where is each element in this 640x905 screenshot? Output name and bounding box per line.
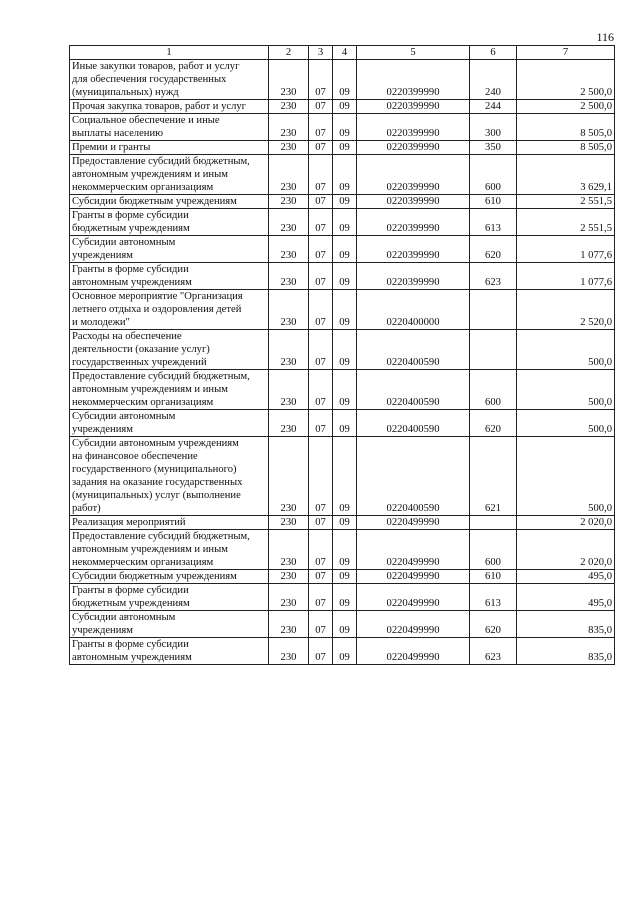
cell-subsection: 09 [333, 114, 357, 141]
cell-expense: 610 [470, 195, 517, 209]
table-row [70, 437, 615, 516]
cell-subsection: 09 [333, 584, 357, 611]
cell-amount: 495,0 [517, 570, 615, 584]
cell-ministry: 230 [269, 263, 309, 290]
cell-subsection: 09 [333, 570, 357, 584]
cell-ministry: 230 [269, 370, 309, 410]
cell-target: 0220400590 [357, 330, 470, 370]
cell-section: 07 [309, 638, 333, 665]
cell-target: 0220399990 [357, 114, 470, 141]
cell-expense: 600 [470, 530, 517, 570]
cell-subsection: 09 [333, 530, 357, 570]
row-name: Премии и гранты [72, 142, 151, 153]
cell-name [70, 584, 269, 611]
table-row [70, 263, 615, 290]
row-name: Реализация мероприятий [72, 517, 186, 528]
cell-amount: 1 077,6 [517, 263, 615, 290]
cell-section: 07 [309, 290, 333, 330]
cell-amount: 2 551,5 [517, 209, 615, 236]
cell-expense: 600 [470, 155, 517, 195]
cell-amount: 500,0 [517, 410, 615, 437]
cell-expense: 620 [470, 410, 517, 437]
cell-ministry: 230 [269, 60, 309, 100]
cell-name [70, 410, 269, 437]
header-col-3: 3 [309, 46, 333, 60]
cell-ministry: 230 [269, 100, 309, 114]
cell-amount: 2 500,0 [517, 100, 615, 114]
cell-section: 07 [309, 570, 333, 584]
row-name: Субсидии автономным учреждениям [72, 612, 176, 636]
table-row [70, 141, 615, 155]
cell-subsection: 09 [333, 263, 357, 290]
row-name: Гранты в форме субсидии бюджетным учреждениям [72, 210, 190, 234]
cell-name [70, 100, 269, 114]
row-name: Предоставление субсидий бюджетным, автономным учреждениям и иным некоммерческим организациям [72, 371, 250, 408]
cell-expense: 620 [470, 611, 517, 638]
cell-target: 0220499990 [357, 516, 470, 530]
cell-name [70, 437, 269, 516]
cell-subsection: 09 [333, 155, 357, 195]
cell-subsection: 09 [333, 100, 357, 114]
table-row [70, 410, 615, 437]
row-name: Гранты в форме субсидии автономным учреждениям [72, 639, 192, 663]
table-row [70, 100, 615, 114]
table-row [70, 370, 615, 410]
cell-target: 0220399990 [357, 195, 470, 209]
cell-name [70, 638, 269, 665]
cell-target: 0220399990 [357, 263, 470, 290]
cell-target: 0220399990 [357, 60, 470, 100]
table-row [70, 584, 615, 611]
cell-section: 07 [309, 141, 333, 155]
cell-section: 07 [309, 530, 333, 570]
table-row [70, 330, 615, 370]
cell-expense: 613 [470, 584, 517, 611]
cell-expense [470, 330, 517, 370]
row-name: Субсидии автономным учреждениям на финансовое обеспечение государственного (муниципального) задания на оказание государственных (муниципальных) услуг (выполнение работ) [72, 438, 243, 514]
cell-name [70, 263, 269, 290]
row-name: Основное мероприятие "Организация летнего отдыха и оздоровления детей и молодежи" [72, 291, 243, 328]
cell-amount: 835,0 [517, 611, 615, 638]
row-name: Гранты в форме субсидии автономным учреждениям [72, 264, 192, 288]
cell-target: 0220499990 [357, 638, 470, 665]
cell-ministry: 230 [269, 410, 309, 437]
cell-section: 07 [309, 236, 333, 263]
cell-ministry: 230 [269, 330, 309, 370]
page-number: 116 [596, 30, 614, 44]
cell-subsection: 09 [333, 209, 357, 236]
cell-amount: 8 505,0 [517, 141, 615, 155]
cell-expense: 300 [470, 114, 517, 141]
cell-name [70, 114, 269, 141]
cell-name [70, 370, 269, 410]
cell-subsection: 09 [333, 290, 357, 330]
cell-section: 07 [309, 611, 333, 638]
row-name: Субсидии бюджетным учреждениям [72, 571, 237, 582]
cell-section: 07 [309, 195, 333, 209]
cell-target: 0220399990 [357, 209, 470, 236]
cell-target: 0220499990 [357, 611, 470, 638]
cell-ministry: 230 [269, 516, 309, 530]
cell-section: 07 [309, 263, 333, 290]
budget-table [69, 45, 615, 665]
cell-section: 07 [309, 516, 333, 530]
table-row [70, 570, 615, 584]
cell-name [70, 290, 269, 330]
cell-expense: 600 [470, 370, 517, 410]
row-name: Предоставление субсидий бюджетным, автономным учреждениям и иным некоммерческим организациям [72, 531, 250, 568]
cell-expense: 240 [470, 60, 517, 100]
cell-subsection: 09 [333, 638, 357, 665]
cell-ministry: 230 [269, 195, 309, 209]
cell-name [70, 195, 269, 209]
cell-expense: 350 [470, 141, 517, 155]
table-row [70, 114, 615, 141]
cell-amount: 500,0 [517, 370, 615, 410]
cell-amount: 2 520,0 [517, 290, 615, 330]
cell-name [70, 236, 269, 263]
cell-name [70, 611, 269, 638]
row-name: Социальное обеспечение и иные выплаты населению [72, 115, 220, 139]
row-name: Расходы на обеспечение деятельности (оказание услуг) государственных учреждений [72, 331, 210, 368]
row-name: Гранты в форме субсидии бюджетным учреждениям [72, 585, 190, 609]
cell-subsection: 09 [333, 141, 357, 155]
cell-target: 0220499990 [357, 570, 470, 584]
cell-name [70, 516, 269, 530]
cell-section: 07 [309, 114, 333, 141]
table-row [70, 638, 615, 665]
cell-ministry: 230 [269, 570, 309, 584]
cell-section: 07 [309, 584, 333, 611]
cell-section: 07 [309, 60, 333, 100]
cell-expense: 623 [470, 638, 517, 665]
cell-name [70, 60, 269, 100]
cell-ministry: 230 [269, 114, 309, 141]
cell-ministry: 230 [269, 155, 309, 195]
cell-ministry: 230 [269, 638, 309, 665]
cell-expense: 613 [470, 209, 517, 236]
cell-target: 0220499990 [357, 530, 470, 570]
row-name: Субсидии автономным учреждениям [72, 411, 176, 435]
cell-subsection: 09 [333, 410, 357, 437]
cell-section: 07 [309, 410, 333, 437]
header-col-1: 1 [70, 46, 269, 60]
cell-target: 0220400590 [357, 437, 470, 516]
cell-subsection: 09 [333, 611, 357, 638]
cell-target: 0220499990 [357, 584, 470, 611]
cell-target: 0220400590 [357, 370, 470, 410]
cell-amount: 835,0 [517, 638, 615, 665]
cell-expense [470, 516, 517, 530]
row-name: Предоставление субсидий бюджетным, автономным учреждениям и иным некоммерческим организациям [72, 156, 250, 193]
header-col-5: 5 [357, 46, 470, 60]
row-name: Субсидии автономным учреждениям [72, 237, 176, 261]
cell-section: 07 [309, 330, 333, 370]
cell-section: 07 [309, 370, 333, 410]
cell-amount: 2 551,5 [517, 195, 615, 209]
cell-name [70, 209, 269, 236]
cell-name [70, 330, 269, 370]
cell-ministry: 230 [269, 584, 309, 611]
cell-amount: 500,0 [517, 330, 615, 370]
table-row [70, 530, 615, 570]
cell-amount: 8 505,0 [517, 114, 615, 141]
table-row [70, 290, 615, 330]
header-col-4: 4 [333, 46, 357, 60]
cell-target: 0220399990 [357, 141, 470, 155]
cell-amount: 2 500,0 [517, 60, 615, 100]
cell-amount: 2 020,0 [517, 516, 615, 530]
cell-ministry: 230 [269, 290, 309, 330]
cell-amount: 2 020,0 [517, 530, 615, 570]
cell-expense: 623 [470, 263, 517, 290]
cell-expense: 621 [470, 437, 517, 516]
cell-target: 0220399990 [357, 155, 470, 195]
cell-ministry: 230 [269, 141, 309, 155]
cell-expense: 610 [470, 570, 517, 584]
header-col-2: 2 [269, 46, 309, 60]
cell-subsection: 09 [333, 330, 357, 370]
cell-expense: 244 [470, 100, 517, 114]
cell-name [70, 570, 269, 584]
table-row [70, 236, 615, 263]
cell-ministry: 230 [269, 437, 309, 516]
cell-subsection: 09 [333, 437, 357, 516]
cell-amount: 3 629,1 [517, 155, 615, 195]
cell-section: 07 [309, 437, 333, 516]
cell-section: 07 [309, 100, 333, 114]
table-header-row [70, 46, 615, 60]
row-name: Прочая закупка товаров, работ и услуг [72, 101, 247, 112]
table-row [70, 155, 615, 195]
header-col-6: 6 [470, 46, 517, 60]
table-row [70, 195, 615, 209]
cell-section: 07 [309, 155, 333, 195]
row-name: Субсидии бюджетным учреждениям [72, 196, 237, 207]
cell-target: 0220399990 [357, 100, 470, 114]
cell-subsection: 09 [333, 195, 357, 209]
cell-section: 07 [309, 209, 333, 236]
cell-subsection: 09 [333, 236, 357, 263]
cell-name [70, 141, 269, 155]
table-row [70, 516, 615, 530]
header-col-7: 7 [517, 46, 615, 60]
cell-name [70, 530, 269, 570]
cell-ministry: 230 [269, 611, 309, 638]
cell-expense: 620 [470, 236, 517, 263]
cell-target: 0220399990 [357, 236, 470, 263]
cell-amount: 495,0 [517, 584, 615, 611]
cell-expense [470, 290, 517, 330]
cell-target: 0220400000 [357, 290, 470, 330]
cell-ministry: 230 [269, 530, 309, 570]
table-row [70, 209, 615, 236]
table-row [70, 611, 615, 638]
cell-subsection: 09 [333, 60, 357, 100]
cell-name [70, 155, 269, 195]
cell-amount: 500,0 [517, 437, 615, 516]
cell-subsection: 09 [333, 516, 357, 530]
cell-target: 0220400590 [357, 410, 470, 437]
cell-amount: 1 077,6 [517, 236, 615, 263]
row-name: Иные закупки товаров, работ и услуг для обеспечения государственных (муниципальных) нужд [72, 61, 240, 98]
table-row [70, 60, 615, 100]
cell-ministry: 230 [269, 236, 309, 263]
cell-ministry: 230 [269, 209, 309, 236]
cell-subsection: 09 [333, 370, 357, 410]
